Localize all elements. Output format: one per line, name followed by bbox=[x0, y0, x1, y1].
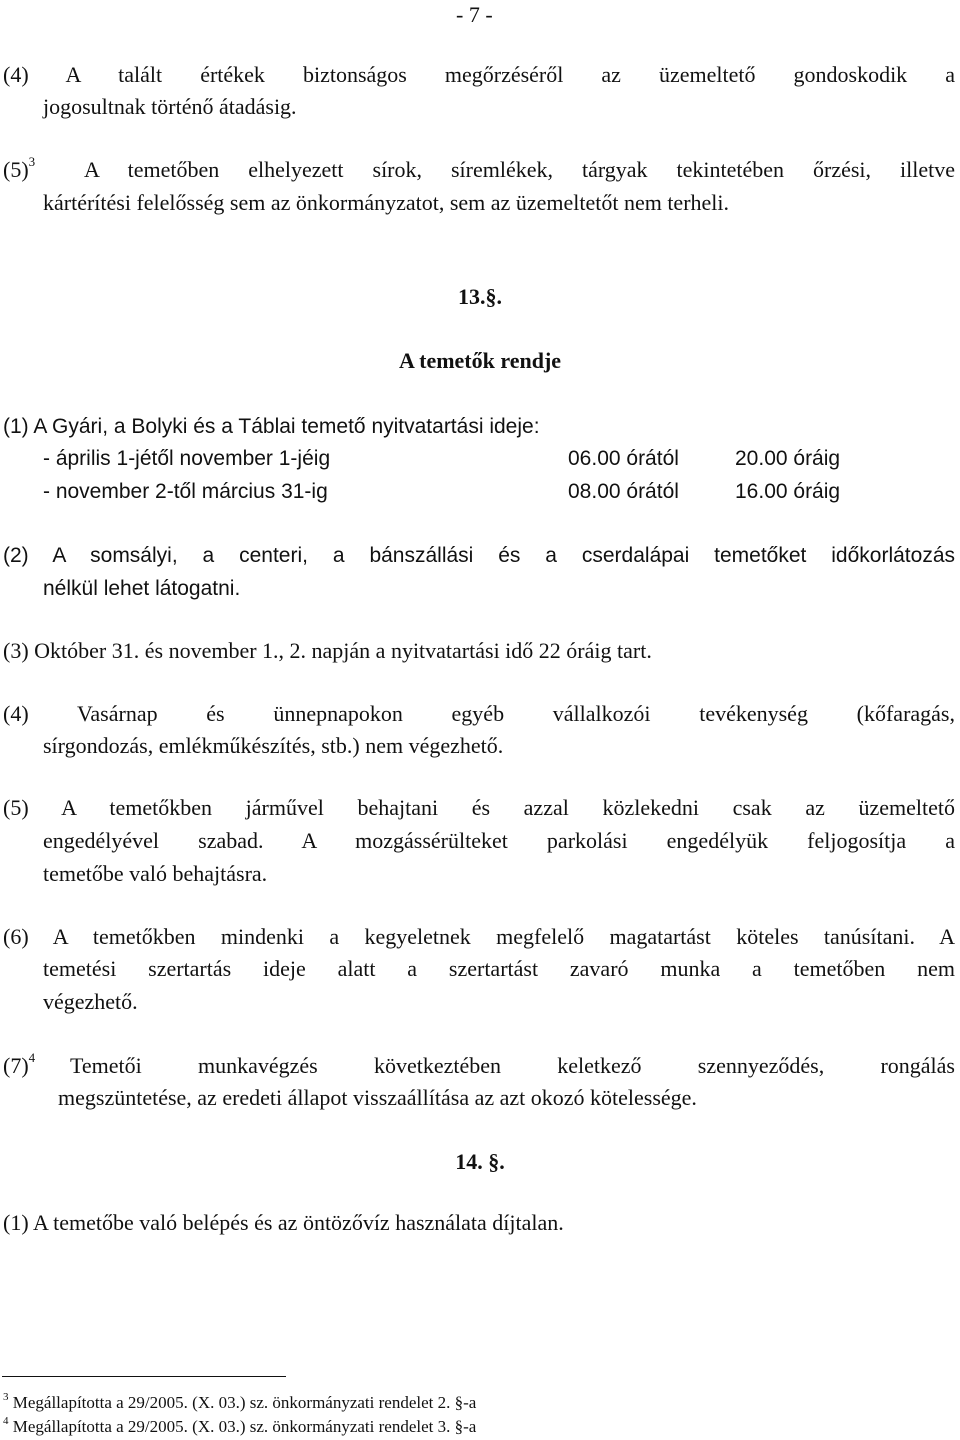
schedule-from: 08.00 órától bbox=[568, 480, 679, 503]
section-14-paragraph-1: (1) A temetőbe való belépés és az öntözővíz használata díjtalan. bbox=[3, 1210, 564, 1235]
schedule-period: - április 1-jétől november 1-jéig bbox=[43, 447, 331, 470]
footnote-3 bbox=[3, 1392, 476, 1416]
footnote-text: Megállapította a 29/2005. (X. 03.) sz. önkormányzati rendelet 3. §-a bbox=[12, 1417, 477, 1436]
paragraph-4-line-1: (4) A talált értékek biztonságos megőrzéséről az üzemeltető gondoskodik a bbox=[3, 62, 955, 87]
section-13-number: 13.§. bbox=[458, 284, 502, 309]
section-13-paragraph-5-line-3: temetőbe való behajtásra. bbox=[43, 861, 268, 886]
footnote-text: Megállapította a 29/2005. (X. 03.) sz. önkormányzati rendelet 2. §-a bbox=[12, 1393, 477, 1412]
section-13-paragraph-4-line-1: (4) Vasárnap és ünnepnapokon egyéb vállalkozói tevékenység (kőfaragás, bbox=[3, 701, 955, 726]
footnote-separator bbox=[2, 1376, 286, 1377]
section-13-title: A temetők rendje bbox=[398, 348, 562, 373]
paragraph-4-line-2: jogosultnak történő átadásig. bbox=[43, 94, 297, 119]
page-number: - 7 - bbox=[456, 2, 493, 27]
section-13-paragraph-7-number: (7) bbox=[3, 1053, 29, 1078]
section-13-paragraph-6-line-3: végezhető. bbox=[43, 989, 138, 1014]
section-13-paragraph-7-line-2: megszüntetése, az eredeti állapot visszaállítása az azt okozó kötelessége. bbox=[58, 1085, 697, 1110]
section-13-paragraph-4-line-2: sírgondozás, emlékműkészítés, stb.) nem végezhető. bbox=[43, 733, 504, 758]
paragraph-5-label bbox=[3, 155, 35, 188]
section-13-paragraph-5-line-2: engedélyével szabad. A mozgássérülteket parkolási engedélyük feljogosítja a bbox=[43, 828, 955, 853]
section-13-paragraph-6-line-1: (6) A temetőkben mindenki a kegyeletnek megfelelő magatartást köteles tanúsítani. A bbox=[3, 924, 955, 949]
section-13-paragraph-7-label bbox=[3, 1051, 35, 1084]
section-13-paragraph-6-line-2: temetési szertartás ideje alatt a szertartást zavaró munka a temetőben nem bbox=[43, 956, 955, 981]
schedule-from: 06.00 órától bbox=[568, 447, 679, 470]
paragraph-5-number: (5) bbox=[3, 157, 29, 182]
schedule-period: - november 2-től március 31-ig bbox=[43, 480, 328, 503]
section-13-paragraph-2-line-2: nélkül lehet látogatni. bbox=[43, 577, 241, 600]
footnote-mark: 4 bbox=[3, 1415, 9, 1427]
paragraph-5-line-2: kártérítési felelősség sem az önkormányzatot, sem az üzemeltetőt nem terheli. bbox=[43, 190, 730, 215]
schedule-to: 16.00 óráig bbox=[735, 480, 841, 503]
section-13-paragraph-2-line-1: (2) A somsályi, a centeri, a bánszállási és a cserdalápai temetőket időkorlátozás bbox=[3, 544, 955, 567]
section-13-paragraph-3: (3) Október 31. és november 1., 2. napján a nyitvatartási idő 22 óráig tart. bbox=[3, 638, 652, 663]
section-13-paragraph-7-line-1: Temetői munkavégzés következtében keletkező szennyeződés, rongálás bbox=[70, 1053, 955, 1078]
section-13-paragraph-5-line-1: (5) A temetőkben járművel behajtani és azzal közlekedni csak az üzemeltető bbox=[3, 795, 955, 820]
footnote-ref-3: 3 bbox=[28, 154, 36, 169]
section-13-paragraph-1: (1) A Gyári, a Bolyki és a Táblai temető nyitvatartási ideje: bbox=[3, 415, 540, 438]
footnote-mark: 3 bbox=[3, 1391, 9, 1403]
paragraph-5-line-1: A temetőben elhelyezett sírok, síremlékek, tárgyak tekintetében őrzési, illetve bbox=[84, 157, 955, 182]
footnote-ref-4: 4 bbox=[28, 1050, 36, 1065]
footnote-4 bbox=[3, 1416, 476, 1440]
section-14-number: 14. §. bbox=[455, 1149, 505, 1174]
schedule-to: 20.00 óráig bbox=[735, 447, 841, 470]
